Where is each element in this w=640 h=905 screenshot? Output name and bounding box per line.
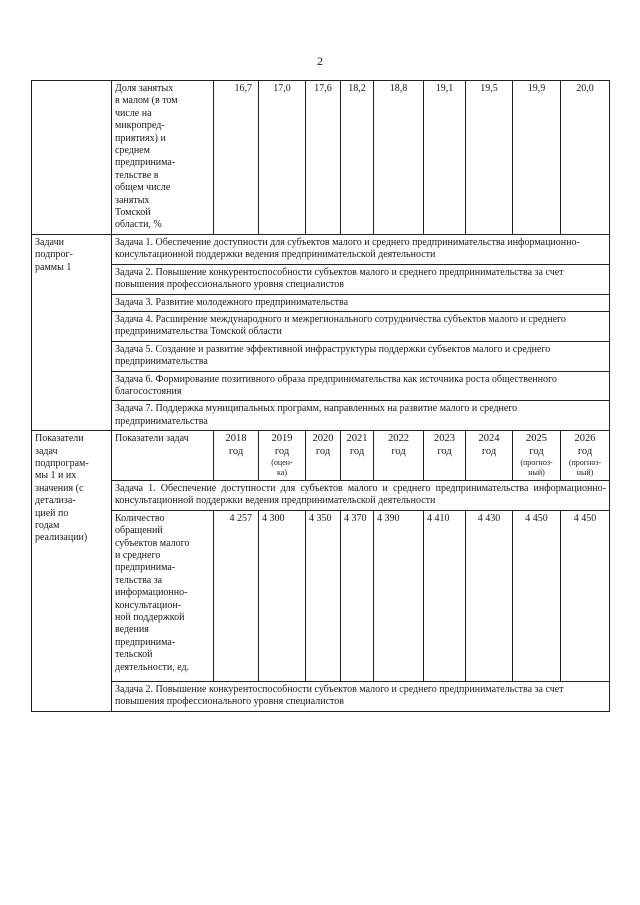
year-unit: год [529,445,544,457]
task-4: Задача 4. Расширение международного и межрегионального сотрудничества субъектов малого и среднего предпринимательства Томской области [112,311,610,341]
year-header-2026 [561,431,610,481]
tasks-section-label: Задачи подпрог- раммы 1 [32,234,112,430]
task-2: Задача 2. Повышение конкурентоспособности субъектов малого и среднего предпринимательства за счет повышения профессионального уровня специалистов [112,264,610,294]
year-label: 2026 [574,433,596,445]
task-row [32,341,610,371]
value-2022: 18,8 [374,81,424,235]
year-header-2023 [424,431,466,481]
year-unit: год [437,445,452,457]
task-6: Задача 6. Формирование позитивного образа предпринимательства как источника роста общественного благосостояния [112,371,610,401]
value-2020: 17,6 [306,81,341,235]
year-label: 2021 [346,433,368,445]
value-2024: 19,5 [466,81,513,235]
share-employed-row [32,81,610,235]
task-3: Задача 3. Развитие молодежного предпринимательства [112,294,610,311]
year-note: (прогноз- ный) [568,457,602,477]
year-label: 2023 [434,433,455,445]
value-2026: 20,0 [561,81,610,235]
task-row [32,681,610,711]
value-2019: 17,0 [259,81,306,235]
year-unit: год [391,445,406,457]
value-2019: 4 300 [259,510,306,681]
empty-label-cell [32,81,112,235]
value-2023: 4 410 [424,510,466,681]
task-row [32,371,610,401]
value-2026: 4 450 [561,510,610,681]
year-unit: год [274,445,290,457]
task-row [32,401,610,431]
indicators-header-row [32,431,610,481]
share-employed-indicator: Доля занятых в малом (в том числе на микропред- приятиях) и среднем предпринима- тельстве в общем числе занятых Томской области, % [112,81,214,235]
year-label: 2019 [271,433,293,445]
year-label: 2020 [312,433,334,445]
year-header-2022 [374,431,424,481]
task-row [32,234,610,264]
value-2018: 4 257 [214,510,259,681]
year-unit: год [315,445,331,457]
value-2018: 16,7 [214,81,259,235]
year-unit: год [349,445,365,457]
value-2020: 4 350 [306,510,341,681]
year-header-2025 [513,431,561,481]
year-label: 2022 [388,433,409,445]
indicator-task-2: Задача 2. Повышение конкурентоспособности субъектов малого и среднего предпринимательства за счет повышения профессионального уровня специалистов [112,681,610,711]
year-label: 2024 [478,433,500,445]
year-note: (прогноз- ный) [520,457,553,477]
year-unit: год [481,445,497,457]
year-header-2024 [466,431,513,481]
year-label: 2025 [526,433,547,445]
indicators-section-label: Показатели задач подпрограм- мы 1 и их значения (с детализа- цией по годам реализации) [32,431,112,711]
value-2025: 4 450 [513,510,561,681]
year-header-2019 [259,431,306,481]
task-1: Задача 1. Обеспечение доступности для субъектов малого и среднего предпринимательства информационно-консультационной поддержки ведения предпринимательской деятельности [112,234,610,264]
year-unit: год [228,445,244,457]
requests-count-row [32,510,610,681]
value-2021: 4 370 [341,510,374,681]
value-2022: 4 390 [374,510,424,681]
value-2024: 4 430 [466,510,513,681]
indicator-task-1: Задача 1. Обеспечение доступности для субъектов малого и среднего предпринимательства информационно-консультационной поддержки ведения предпринимательской деятельности [112,480,610,510]
year-note: (оцен- ка) [271,457,293,477]
year-header-2018 [214,431,259,481]
task-row [32,480,610,510]
requests-count-indicator: Количество обращений субъектов малого и среднего предпринима- тельства за информационно- консультацион- ной поддержкой ведения предпринима- тельской деятельности, ед. [112,510,214,681]
task-5: Задача 5. Создание и развитие эффективной инфраструктуры поддержки субъектов малого и среднего предпринимательства [112,341,610,371]
page-number: 2 [317,54,323,68]
task-row [32,294,610,311]
task-row [32,264,610,294]
passport-table [31,80,610,712]
task-row [32,311,610,341]
year-header-2020 [306,431,341,481]
indicators-header-label: Показатели задач [112,431,214,481]
value-2021: 18,2 [341,81,374,235]
year-header-2021 [341,431,374,481]
value-2025: 19,9 [513,81,561,235]
task-7: Задача 7. Поддержка муниципальных программ, направленных на развитие малого и среднего предпринимательства [112,401,610,431]
value-2023: 19,1 [424,81,466,235]
year-label: 2018 [225,433,247,445]
year-unit: год [577,445,593,457]
